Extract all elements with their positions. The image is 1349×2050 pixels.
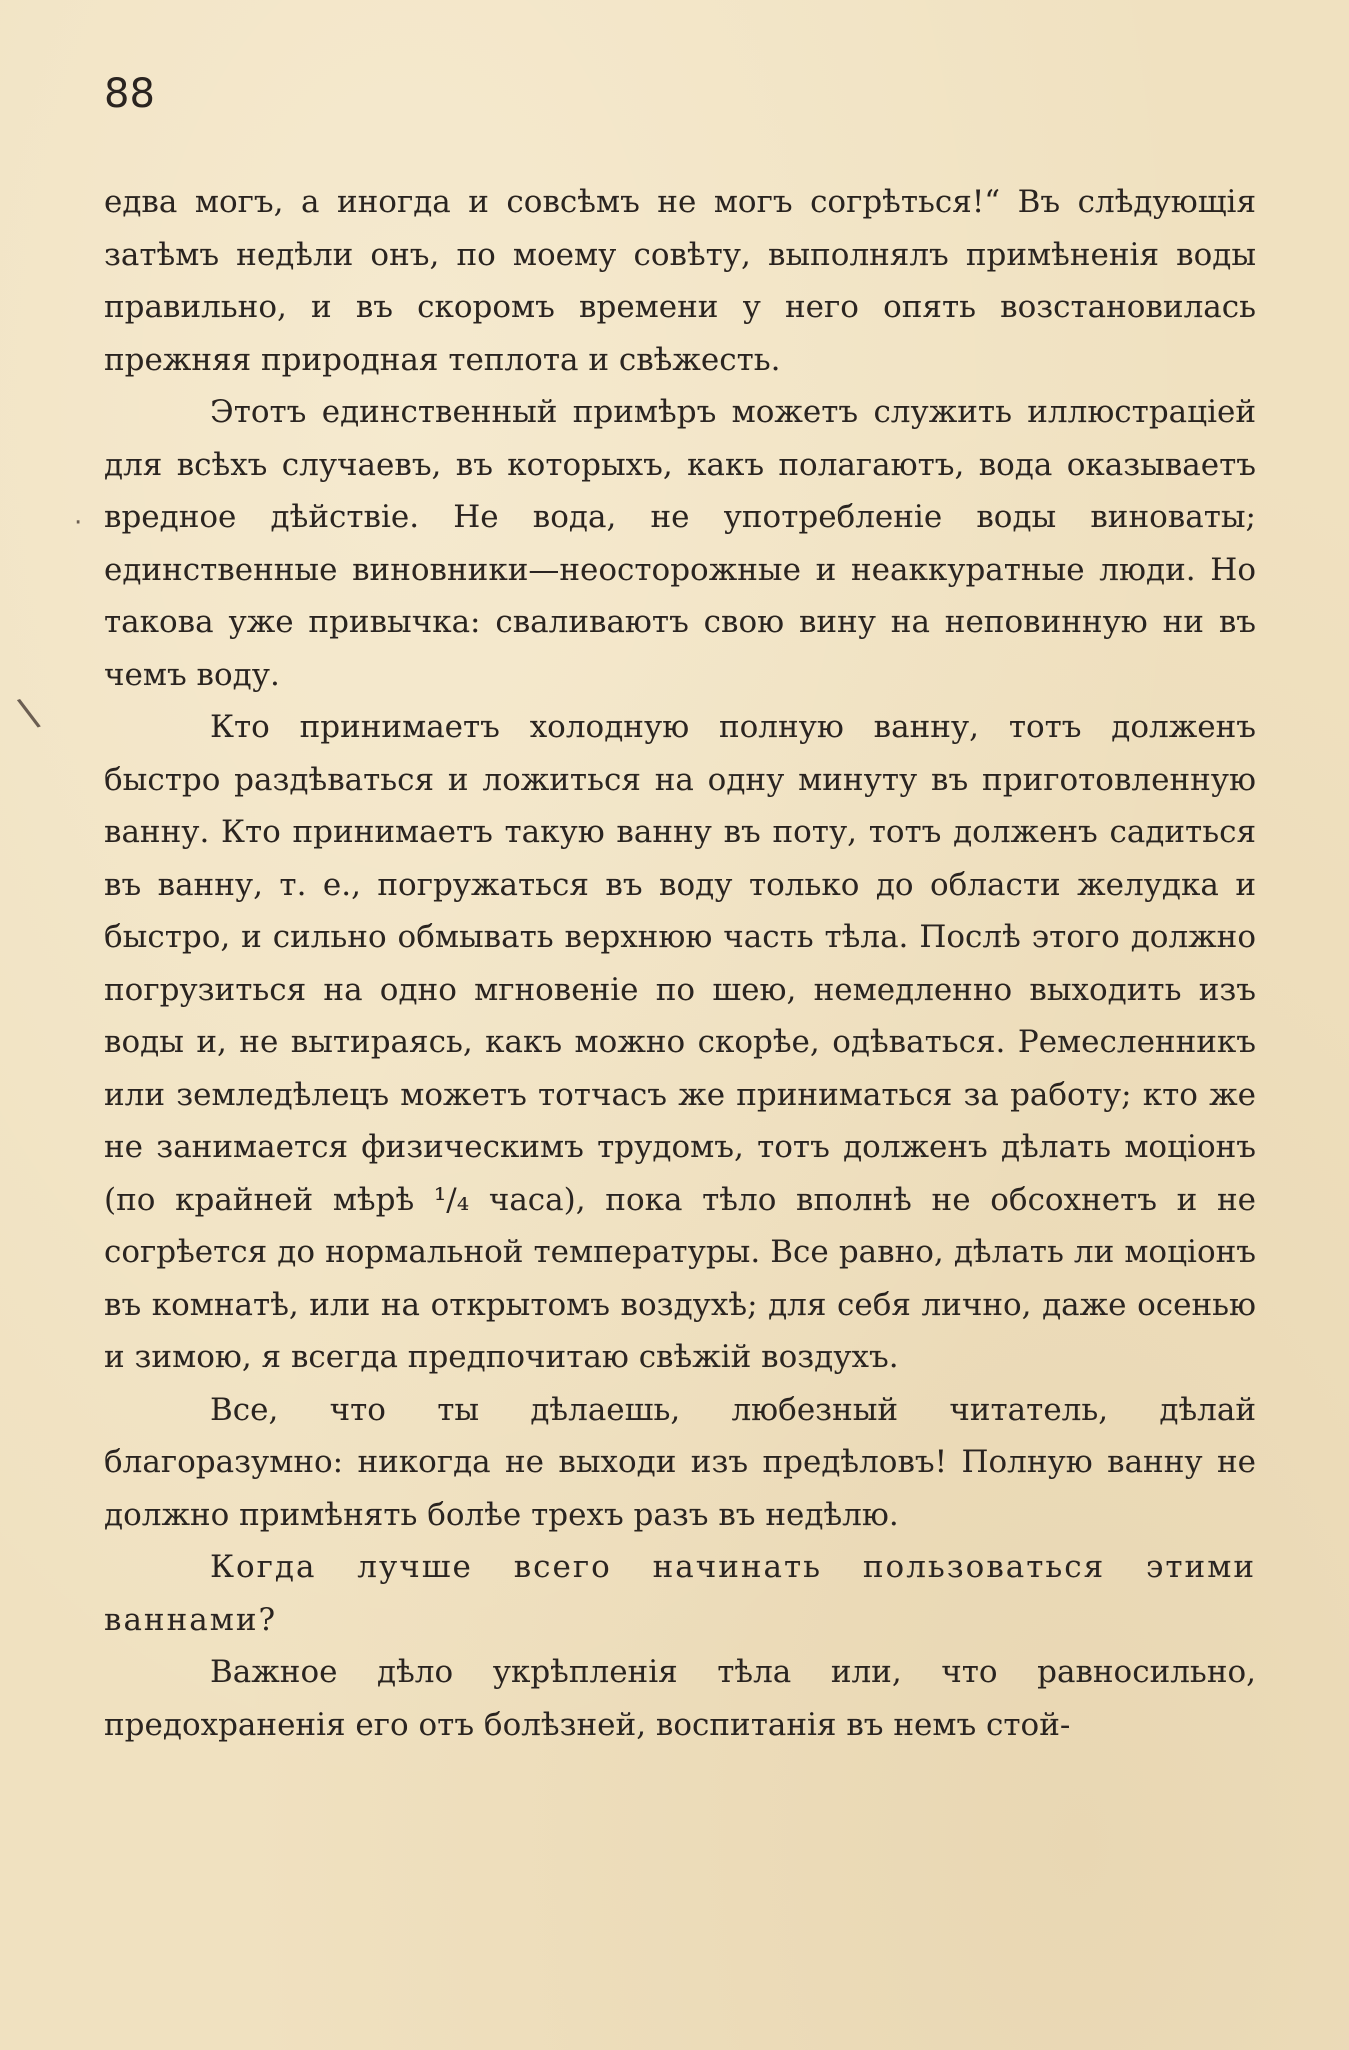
body-text	[104, 176, 1256, 1751]
paragraph-6: Важное дѣло укрѣпленія тѣла или, что равносильно, предохраненія его отъ болѣзней, воспитанія въ немъ стой-	[104, 1654, 1256, 1743]
paragraph-1: едва могъ, а иногда и совсѣмъ не могъ согрѣться!“ Въ слѣдующія затѣмъ недѣли онъ, по моему совѣту, выполнялъ примѣненія воды правильно, и въ скоромъ времени у него опять возстановилась прежняя природная теплота и свѣжесть.	[104, 184, 1256, 378]
paragraph-4: Все, что ты дѣлаешь, любезный читатель, дѣлай благоразумно: никогда не выходи изъ предѣловъ! Полную ванну не должно примѣнять болѣе трехъ разъ въ недѣлю.	[104, 1391, 1256, 1533]
margin-pencil-mark: \	[14, 689, 43, 737]
page-number: 88	[104, 71, 155, 117]
paragraph-2: Этотъ единственный примѣръ можетъ служить иллюстраціей для всѣхъ случаевъ, въ которыхъ, какъ полагаютъ, вода оказываетъ вредное дѣйствіе. Не вода, не употребленіе воды виноваты; единственные виновники—неосторожные и неаккуратные люди. Но такова уже привычка: сваливаютъ свою вину на неповинную ни въ чемъ воду.	[104, 394, 1256, 693]
paragraph-3: Кто принимаетъ холодную полную ванну, тотъ долженъ быстро раздѣваться и ложиться на одну минуту въ приготовленную ванну. Кто принимаетъ такую ванну въ поту, тотъ долженъ садиться въ ванну, т. е., погружаться въ воду только до области желудка и быстро, и сильно обмывать верхнюю часть тѣла. Послѣ этого должно погрузиться на одно мгновеніе по шею, немедленно выходить изъ воды и, не вытираясь, какъ можно скорѣе, одѣваться. Ремесленникъ или земледѣлецъ можетъ тотчасъ же приниматься за работу; кто же не занимается физическимъ трудомъ, тотъ долженъ дѣлать моціонъ (по крайней мѣрѣ ¹/₄ часа), пока тѣло вполнѣ не обсохнетъ и не согрѣется до нормальной температуры. Все равно, дѣлать ли моціонъ въ комнатѣ, или на открытомъ воздухѣ; для себя лично, даже осенью и зимою, я всегда предпочитаю свѣжій воздухъ.	[104, 709, 1256, 1375]
section-question-heading: Когда лучше всего начинать пользоваться этими ваннами?	[104, 1549, 1256, 1638]
margin-dot-mark: ·	[74, 508, 83, 538]
